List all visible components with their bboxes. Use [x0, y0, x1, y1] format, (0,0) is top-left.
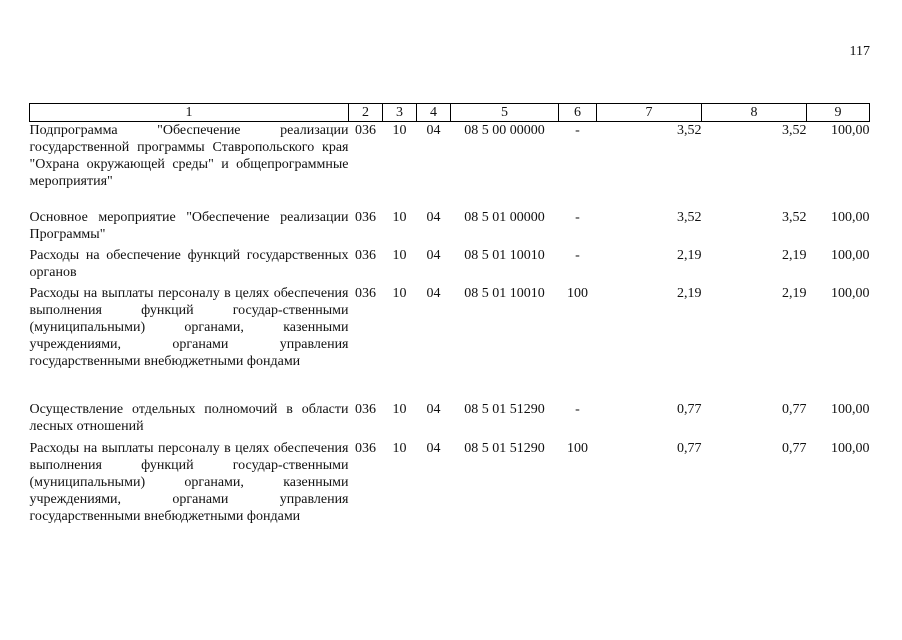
table-row — [30, 440, 870, 544]
table-row — [30, 122, 870, 209]
column-header: 3 — [383, 104, 417, 122]
cell-executed: 2,19 — [782, 285, 807, 301]
header-row — [30, 104, 870, 122]
budget-table — [29, 103, 870, 544]
cell-percent: 100,00 — [831, 123, 870, 138]
cell-section: 10 — [392, 285, 407, 301]
cell-target-item: 08 5 00 00000 — [464, 123, 545, 138]
cell-target-item: 08 5 01 10010 — [464, 285, 545, 301]
cell-planned: 0,77 — [677, 401, 702, 417]
cell-executed: 3,52 — [782, 209, 807, 225]
column-header: 1 — [30, 104, 349, 122]
cell-expense-type: 100 — [567, 440, 588, 456]
cell-percent: 100,00 — [831, 285, 870, 301]
column-header: 7 — [597, 104, 702, 122]
cell-percent: 100,00 — [831, 440, 870, 456]
cell-ministry: 036 — [355, 123, 376, 138]
cell-planned: 0,77 — [677, 440, 702, 456]
cell-section: 10 — [392, 123, 407, 138]
cell-executed: 2,19 — [782, 247, 807, 263]
column-header: 4 — [417, 104, 451, 122]
cell-expense-type: - — [575, 123, 580, 138]
cell-target-item: 08 5 01 51290 — [464, 401, 545, 417]
cell-executed: 3,52 — [782, 123, 807, 138]
row-description: Расходы на обеспечение функций государственных органов — [29, 247, 349, 280]
row-description: Расходы на выплаты персоналу в целях обеспечения выполнения функций государ-ственными (муниципальными) органами, казенными учреждениями, органами управления государственными внебюджетными фондами — [29, 440, 349, 524]
cell-section: 10 — [392, 401, 407, 417]
cell-target-item: 08 5 01 51290 — [464, 440, 545, 456]
cell-percent: 100,00 — [831, 401, 870, 417]
column-header: 9 — [807, 104, 870, 122]
page-number: 117 — [849, 44, 870, 59]
row-description: Основное мероприятие "Обеспечение реализации Программы" — [29, 209, 349, 242]
cell-section: 10 — [392, 440, 407, 456]
cell-target-item: 08 5 01 10010 — [464, 247, 545, 263]
table-row — [30, 209, 870, 247]
cell-ministry: 036 — [355, 209, 376, 225]
cell-planned: 3,52 — [677, 123, 702, 138]
table-row — [30, 247, 870, 285]
cell-expense-type: - — [575, 247, 580, 263]
column-header: 8 — [702, 104, 807, 122]
row-description: Расходы на выплаты персоналу в целях обеспечения выполнения функций государ-ственными (муниципальными) органами, казенными учреждениями, органами управления государственными внебюджетными фондами — [29, 285, 349, 369]
cell-ministry: 036 — [355, 440, 376, 456]
cell-section: 10 — [392, 209, 407, 225]
cell-ministry: 036 — [355, 285, 376, 301]
cell-planned: 3,52 — [677, 209, 702, 225]
cell-subsection: 04 — [426, 247, 441, 263]
cell-ministry: 036 — [355, 401, 376, 417]
table-row — [30, 401, 870, 440]
cell-subsection: 04 — [426, 401, 441, 417]
cell-planned: 2,19 — [677, 285, 702, 301]
cell-expense-type: - — [575, 401, 580, 417]
cell-percent: 100,00 — [831, 247, 870, 263]
table-row — [30, 285, 870, 401]
cell-expense-type: - — [575, 209, 580, 225]
cell-percent: 100,00 — [831, 209, 870, 225]
row-description: Подпрограмма "Обеспечение реализации государственной программы Ставропольского края "Охрана окружающей среды" и общепрограммные мероприятия" — [29, 123, 349, 189]
cell-ministry: 036 — [355, 247, 376, 263]
column-header: 5 — [451, 104, 559, 122]
column-header: 2 — [349, 104, 383, 122]
cell-subsection: 04 — [426, 285, 441, 301]
cell-planned: 2,19 — [677, 247, 702, 263]
cell-subsection: 04 — [426, 209, 441, 225]
cell-target-item: 08 5 01 00000 — [464, 209, 545, 225]
cell-section: 10 — [392, 247, 407, 263]
cell-subsection: 04 — [426, 440, 441, 456]
cell-executed: 0,77 — [782, 440, 807, 456]
row-description: Осуществление отдельных полномочий в области лесных отношений — [29, 401, 349, 434]
column-header: 6 — [559, 104, 597, 122]
cell-subsection: 04 — [426, 123, 441, 138]
cell-executed: 0,77 — [782, 401, 807, 417]
cell-expense-type: 100 — [567, 285, 588, 301]
